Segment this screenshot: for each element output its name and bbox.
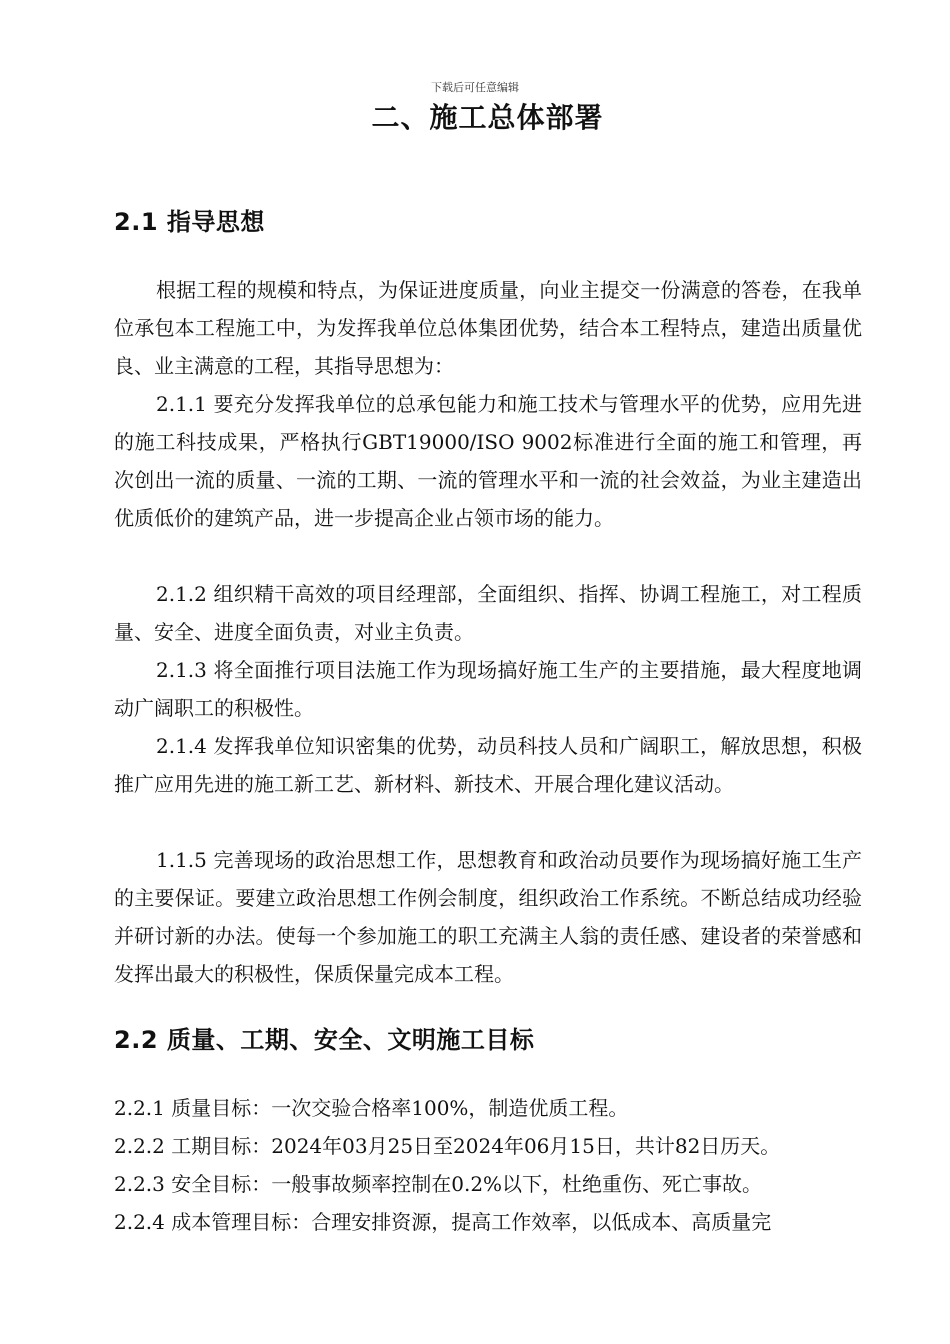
goal-safety: 2.2.3 安全目标：一般事故频率控制在0.2%以下，杜绝重伤、死亡事故。 [114, 1172, 763, 1196]
paragraph-2-1-1: 2.1.1 要充分发挥我单位的总承包能力和施工技术与管理水平的优势，应用先进的施工科技成果，严格执行GBT19000/ISO 9002标准进行全面的施工和管理，再次创出一流的质量、一流的工期、一流的管理水平和一流的社会效益，为业主建造出优质低价的建筑产品，进一步提高企业占领市场的能力。 [114, 392, 862, 530]
section-heading-targets: 2.2 质量、工期、安全、文明施工目标 [114, 1026, 535, 1054]
header-note: 下载后可任意编辑 [431, 81, 519, 94]
paragraph-1-1-5: 1.1.5 完善现场的政治思想工作，思想教育和政治动员要作为现场搞好施工生产的主要保证。要建立政治思想工作例会制度，组织政治工作系统。不断总结成功经验并研讨新的办法。使每一个参加施工的职工充满主人翁的责任感、建设者的荣誉感和发挥出最大的积极性，保质保量完成本工程。 [114, 848, 862, 986]
paragraph-2-1-3: 2.1.3 将全面推行项目法施工作为现场搞好施工生产的主要措施，最大程度地调动广阔职工的积极性。 [114, 658, 862, 720]
paragraph-2-1-4: 2.1.4 发挥我单位知识密集的优势，动员科技人员和广阔职工，解放思想，积极推广应用先进的施工新工艺、新材料、新技术、开展合理化建议活动。 [114, 734, 862, 796]
paragraph-2-1-2: 2.1.2 组织精干高效的项目经理部，全面组织、指挥、协调工程施工，对工程质量、安全、进度全面负责，对业主负责。 [114, 582, 862, 644]
section-heading-guiding-ideology: 2.1 指导思想 [114, 208, 265, 236]
goal-schedule: 2.2.2 工期目标：2024年03月25日至2024年06月15日，共计82日历天。 [114, 1134, 781, 1158]
intro-paragraph: 根据工程的规模和特点，为保证进度质量，向业主提交一份满意的答卷，在我单位承包本工程施工中，为发挥我单位总体集团优势，结合本工程特点，建造出质量优良、业主满意的工程，其指导思想为： [114, 278, 862, 378]
goal-quality: 2.2.1 质量目标：一次交验合格率100%，制造优质工程。 [114, 1096, 629, 1120]
page-title: 二、施工总体部署 [371, 101, 604, 134]
goal-cost-management: 2.2.4 成本管理目标：合理安排资源，提高工作效率，以低成本、高质量完 [114, 1210, 772, 1234]
